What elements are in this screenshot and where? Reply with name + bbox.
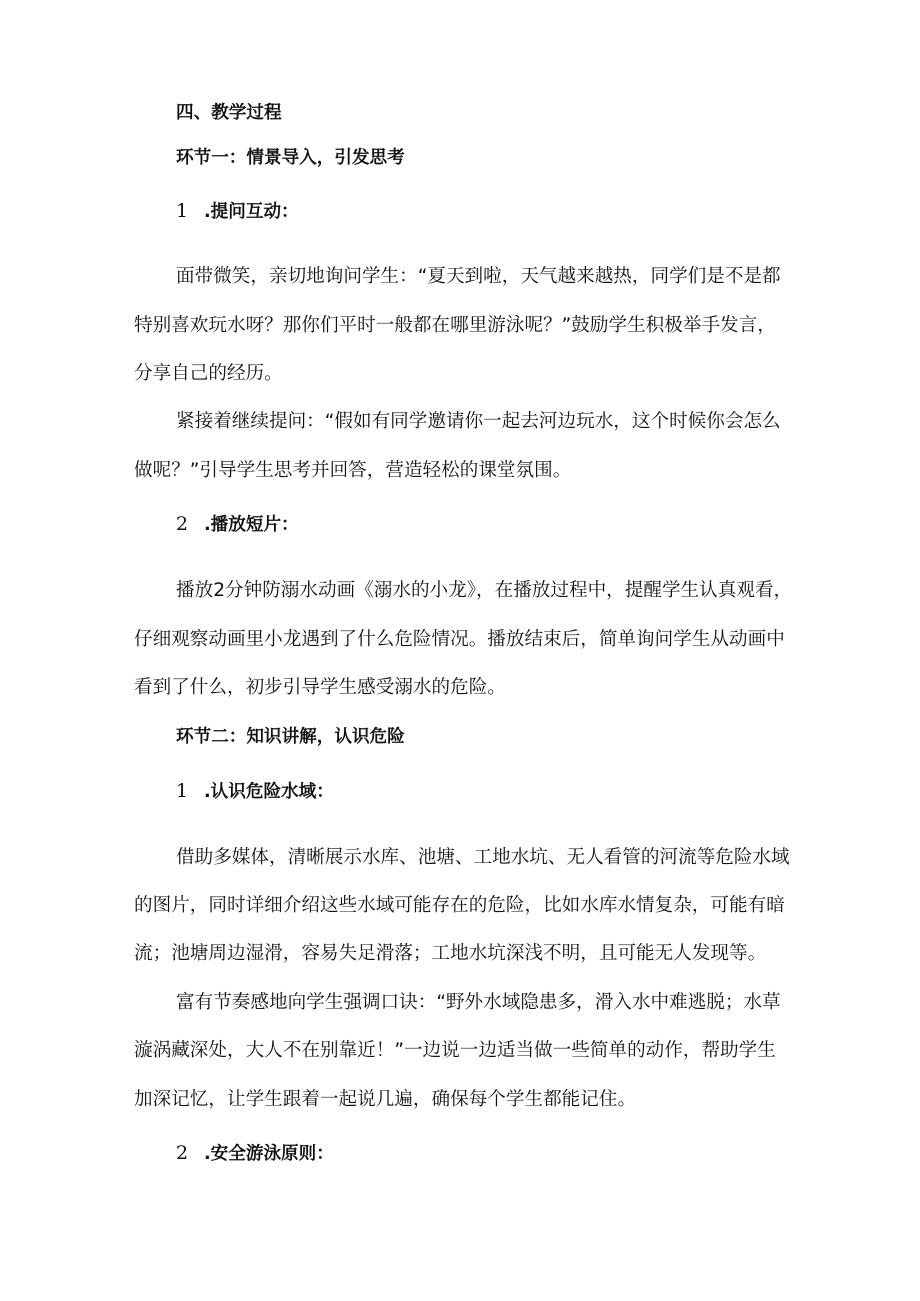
section-title: 四、教学过程 — [176, 103, 282, 123]
item-number: 1 — [176, 780, 189, 802]
paragraph-line: 分享自己的经历。 — [134, 363, 283, 384]
paragraph-line: 漩涡藏深处，大人不在别靠近！”一边说一边适当做一些简单的动作，帮助学生 — [134, 1040, 776, 1061]
paragraph-line: 流；池塘周边湿滑，容易失足滑落；工地水坑深浅不明，且可能无人发现等。 — [134, 943, 767, 964]
paragraph-line: 紧接着继续提问：“假如有同学邀请你一起去河边玩水，这个时候你会怎么 — [176, 411, 781, 432]
paragraph-line: 面带微笑，亲切地询问学生：“夏天到啦，天气越来越热，同学们是不是都 — [176, 266, 781, 287]
item-number: 2 — [176, 513, 189, 535]
paragraph-line: 加深记忆，让学生跟着一起说几遍，确保每个学生都能记住。 — [134, 1089, 637, 1110]
item-number: 2 — [176, 1142, 189, 1164]
paragraph-line: 看到了什么，初步引导学生感受溺水的危险。 — [134, 677, 506, 698]
item-label: .认识危险水域： — [204, 782, 334, 802]
item-label: .播放短片： — [204, 515, 299, 535]
paragraph-line: 富有节奏感地向学生强调口诀：“野外水域隐患多，滑入水中难逃脱；水草 — [176, 992, 781, 1013]
stage1-item2-heading — [176, 512, 299, 537]
paragraph-line: 仔细观察动画里小龙遇到了什么危险情况。播放结束后，简单询问学生从动画中 — [134, 629, 785, 650]
item-label: .提问互动： — [204, 202, 299, 222]
item-number: 1 — [176, 200, 189, 222]
paragraph-line: 播放2分钟防溺水动画《溺水的小龙》，在播放过程中，提醒学生认真观看， — [176, 580, 793, 601]
stage2-title: 环节二：知识讲解，认识危险 — [176, 727, 405, 747]
stage2-item2-heading — [176, 1141, 334, 1166]
item-label: .安全游泳原则： — [204, 1144, 334, 1164]
stage1-title: 环节一：情景导入，引发思考 — [176, 148, 405, 168]
stage2-item1-heading — [176, 779, 334, 804]
paragraph-line: 的图片，同时详细介绍这些水域可能存在的危险，比如水库水情复杂，可能有暗 — [134, 895, 785, 916]
paragraph-line: 特别喜欢玩水呀？那你们平时一般都在哪里游泳呢？”鼓励学生积极举手发言， — [134, 315, 776, 336]
stage1-item1-heading — [176, 199, 299, 224]
paragraph-line: 借助多媒体，清晰展示水库、池塘、工地水坑、无人看管的河流等危险水域 — [176, 847, 790, 868]
paragraph-line: 做呢？”引导学生思考并回答，营造轻松的课堂氛围。 — [134, 460, 572, 481]
